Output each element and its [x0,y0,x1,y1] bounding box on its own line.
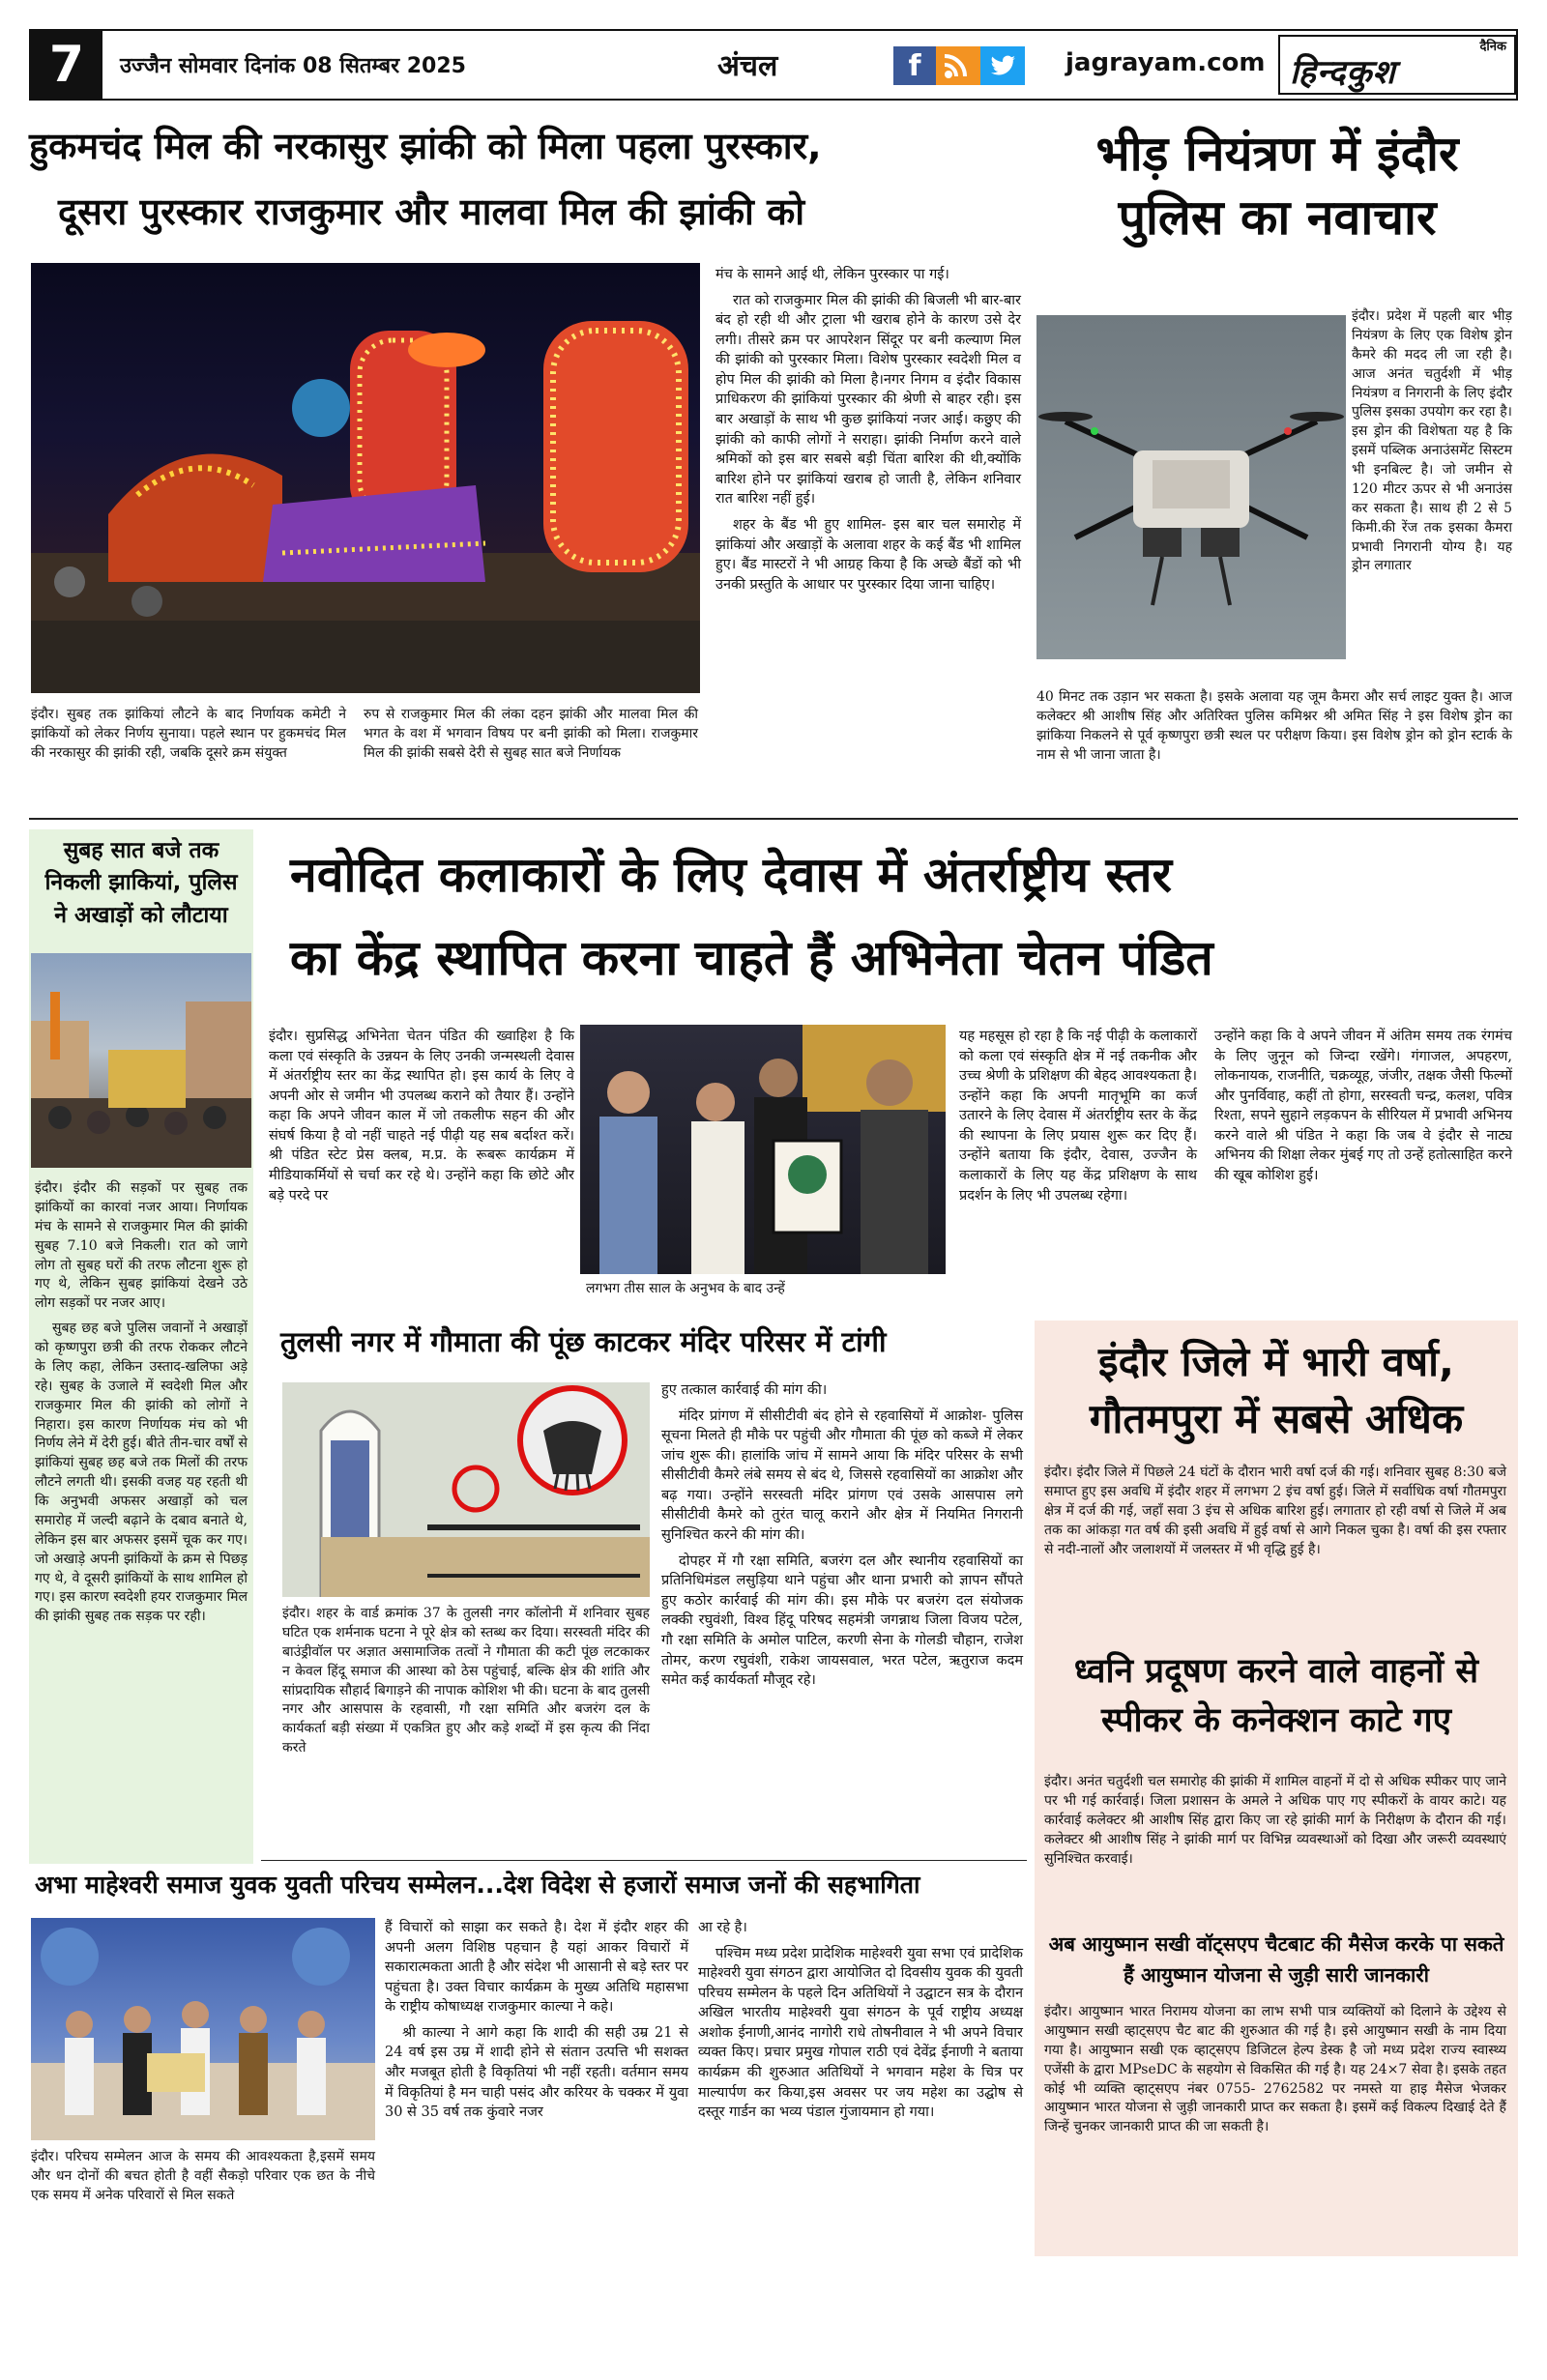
jhanki-headline-line1: हुकमचंद मिल की नरकासुर झांकी को मिला पहला पुरस्कार, [29,125,822,167]
tulsi-headline: तुलसी नगर में गौमाता की पूंछ काटकर मंदिर परिसर में टांगी [280,1325,887,1358]
maheshwari-col2-p2: श्री काल्या ने आगे कहा कि शादी की सही उम्र 21 से 24 वर्ष इस उम्र में शादी होने से संतान उत्पत्ति भी सशक्त और मजबूत होती है विकृतियां भी नहीं रहती। वर्तमान समय में विकृतियां है मन चाही पसंद और करियर के चक्कर में युवा 30 से 35 वर्ष तक कुंवारे नजर [385,2024,688,2121]
police-box [29,829,253,1864]
jhanki-photo [31,263,700,693]
ayushman-text: इंदौर। आयुष्मान भारत निरामय योजना का लाभ सभी पात्र व्यक्तियों को दिलाने के उद्देश्य से आयुष्मान सखी व्हाट्सएप चैट बाट की शुरुआत की गई है। इसे आयुष्मान सखी के नाम दिया गया है। आयुष्मान सखी एक व्हाट्सएप डिजिटल हेल्प डेस्क है जो मध्य प्रदेश राज्य स्वास्थ्य एजेंसी के द्वारा MPseDC के सहयोग से विकसित की गई है। यह 24×7 सेवा है। इसके तहत कोई भी व्यक्ति व्हाट्सएप नंबर 0755- 2762582 पर नमस्ते या हाइ मैसेज भेजकर आयुष्मान भारत योजना से जुड़ी जानकारी प्राप्त कर सकता है। इसमें कई विकल्प दिखाई देते हैं जिन्हें चुनकर जानकारी प्राप्त की जा सकती है। [1044,2004,1506,2135]
social-icons [893,46,1033,85]
facebook-icon[interactable]: f [893,46,936,85]
website[interactable]: jagrayam.com [1065,48,1266,77]
rss-icon[interactable] [936,46,980,85]
tulsi-col1: इंदौर। शहर के वार्ड क्रमांक 37 के तुलसी नगर कॉलोनी में शनिवार सुबह घटित एक शर्मनाक घटना ने पूरे क्षेत्र को स्तब्ध कर दिया। सरस्वती मंदिर की बाउंड्रीवॉल पर अज्ञात असामाजिक तत्वों ने गौमाता की कटी पूंछ लटकाकर न केवल हिंदू समाज की आस्था को ठेस पहुंचाई, बल्कि क्षेत्र की शांति और सांप्रदायिक सौहार्द बिगाड़ने की नापाक कोशिश भी की। घटना के बाद तुलसी नगर और आसपास के रहवासी, गौ रक्षा समिति और बजरंग दल के कार्यकर्ता बड़ी संख्या में एकत्रित हुए और कड़े शब्दों में इस कृत्य की निंदा करते [282,1606,650,1756]
actor-headline-line2: का केंद्र स्थापित करना चाहते हैं अभिनेता चेतन पंडित [290,930,1213,986]
maheshwari-col2 [385,1918,688,2129]
maheshwari-col3 [698,1918,1023,2129]
maheshwari-col3-p1: आ रहे है। [698,1920,747,1935]
maheshwari-photo [31,1918,375,2140]
actor-col1: इंदौर। सुप्रसिद्ध अभिनेता चेतन पंडित की ख्वाहिश है कि कला एवं संस्कृति के उन्नयन के लिए उनकी जन्मस्थली देवास में अंतर्राष्ट्रीय स्तर का केंद्र स्थापित हो। इस कार्य के लिए वे अपनी ओर से जमीन भी उपलब्ध कराने को तैयार हैं। उन्होंने कहा कि अपने जीवन काल में जो तकलीफ सहन की और संघर्ष किया है वो नहीं चाहते नई पीढ़ी यह सब बर्दाश्त करें। श्री पंडित स्टेट प्रेस क्लब, म.प्र. के रूबरू कार्यक्रम में मीडियाकर्मियों से चर्चा कर रहे थे। उन्होंने कहा कि छोटे और बड़े परदे पर [269,1029,574,1204]
actor-photo [580,1025,946,1274]
maheshwari-col3-p2: पश्चिम मध्य प्रदेश प्रादेशिक माहेश्वरी युवा सभा एवं प्रादेशिक माहेश्वरी युवा संगठन द्वारा आयोजित दो दिवसीय युवक की युवती परिचय सम्मेलन के पहले दिन अतिथियों ने उद्घाटन सत्र के दौरान अखिल भारतीय माहेश्वरी युवा संगठन के पूर्व राष्ट्रीय अध्यक्ष अशोक ईनाणी,आनंद नागोरी राधे तोषनीवाल ने भी अपने विचार व्यक्त किए। प्रचार प्रमुख गोपाल राठी एवं देवेंद्र ईनाणी ने बताया कार्यक्रम की शुरुआत अतिथियों ने भगवान महेश के चित्र पर माल्यार्पण कर किया,इस अवसर पर जय महेश का उद्घोष से दस्तूर गार्डन का भव्य पंडाल गुंजायमान हो गया। [698,1945,1024,2121]
tulsi-col2-p1: हुए तत्काल कार्रवाई की मांग की। [661,1382,828,1398]
paper-logo [1278,35,1516,95]
actor-headline-line1: नवोदित कलाकारों के लिए देवास में अंतर्राष्ट्रीय स्तर [290,847,1172,903]
jhanki-col1: इंदौर। सुबह तक झांकियां लौटने के बाद निर्णायक कमेटी ने झांकियों को लेकर निर्णय सुनाया। पहले स्थान पर हुकमचंद मिल की नरकासुर की झांकी रही, जबकि दूसरे क्रम संयुक्त [31,707,346,761]
divider-top [29,818,1518,820]
actor-photo-caption: लगभग तीस साल के अनुभव के बाद उन्हें [586,1281,785,1296]
jhanki-col3-p1: मंच के सामने आई थी, लेकिन पुरस्कार पा गई। [715,267,949,282]
tulsi-photo [282,1382,650,1597]
drone-photo [1036,315,1346,659]
noise-text: इंदौर। अनंत चतुर्दशी चल समारोह की झांकी में शामिल वाहनों में दो से अधिक स्पीकर पाए जाने पर भी गई कार्रवाई। जिला प्रशासन के अमले ने अधिक पाए गए स्पीकरों के वायर काटे। यह कार्रवाई कलेक्टर श्री आशीष सिंह द्वारा किए जा रहे झांकी मार्ग के निरीक्षण के दौरान की गई। कलेक्टर श्री आशीष सिंह ने झांकी मार्ग पर विभिन्न व्यवस्थाओं को दिखा और जरूरी व्यवस्थाएं सुनिश्चित करवाई। [1044,1774,1506,1867]
masthead [29,29,1518,101]
tulsi-col2-p3: दोपहर में गौ रक्षा समिति, बजरंग दल और स्थानीय रहवासियों का प्रतिनिधिमंडल लसुड़िया थाने पहुंचा और थाना प्रभारी को ज्ञापन सौंपते हुए कठोर कार्रवाई की मांग की। इस मौके पर बजरंग दल संयोजक लक्की रघुवंशी, विश्व हिंदू परिषद सहमंत्री जगन्नाथ जिला विजय पटेल, गौ रक्षा समिति के अमोल पाटिल, करणी सेना के गोलडी चौहान, राजेश तोमर, करण रघुवंशी, राकेश जायसवाल, भरत पटेल, ऋतुराज कदम समेत कई कार्यकर्ता मौजूद रहे। [661,1553,1023,1689]
jhanki-headline-line2: दूसरा पुरस्कार राजकुमार और मालवा मिल की झांकी को [58,190,805,233]
police-headline: सुबह सात बजे तक निकली झाकियां, पुलिस ने अखाड़ों को लौटाया [44,838,238,928]
twitter-icon[interactable] [980,46,1025,85]
police-p1: इंदौर। इंदौर की सड़कों पर सुबह तक झांकियों का कारवां नजर आया। निर्णायक मंच के सामने से राजकुमार मिल की झांकी सुबह 7.10 बजे निकली। रात को जागे लोग तो सुबह घरों की तरफ लौटना शुरू हो गए थे, लेकिन सुबह झांकियां देखने उठे लोग सड़कों पर नजर आए। [35,1180,248,1312]
police-photo [31,953,251,1168]
paper-name-small: दैनिक [1479,40,1506,54]
dateline: उज्जैन सोमवार दिनांक 08 सितम्बर 2025 [120,54,466,78]
rain-text: इंदौर। इंदौर जिले में पिछले 24 घंटों के दौरान भारी वर्षा दर्ज की गई। शनिवार सुबह 8:30 बजे समाप्त हुए इस अवधि में इंदौर शहर में लगभग 2 इंच वर्षा हुई। जिले में सर्वाधिक वर्षा गौतमपुरा क्षेत्र में दर्ज की गई, जहाँ सवा 3 इंच से अधिक बारिश हुई। लगातार हो रही वर्षा से जिले में अब तक का आंकड़ा गत वर्ष की इसी अवधि में हुई वर्षा से आगे निकल चुका है। वर्षा की इस रफ्तार से नदी-नालों और जलाशयों में जलस्तर में भी वृद्धि हुई है। [1044,1465,1506,1557]
drone-headline: भीड़ नियंत्रण में इंदौर पुलिस का नवाचार [1095,126,1459,246]
paper-name: हिन्दकुश [1290,53,1396,92]
jhanki-col3-p2: रात को राजकुमार मिल की झांकी की बिजली भी बार-बार बंद हो रही थी और ट्राला भी खराब होने के कारण उसे देर लगी। तीसरे क्रम पर आपरेशन सिंदूर पर बनी कल्याण मिल की झांकी को पुरस्कार मिला। विशेष पुरस्कार स्वदेशी मिल व होप मिल की झांकी को मिला है।नगर निगम व इंदौर विकास प्राधिकरण की झांकियां पुरस्कार की श्रेणी से बाहर रही। इस बार अखाड़ों के साथ भी कुछ झांकियां नजर आई। कछुए की झांकी को काफी लोगों ने सराहा। झांकी निर्माण करने वाले श्रमिकों को इस बार सबसे बड़ी चिंता बारिश की थी,क्योंकि बारिश होने पर झांकियां खराब हो जाती है, लेकिन शनिवार रात बारिश नहीं हुई। [715,292,1021,508]
jhanki-col2: रुप से राजकुमार मिल की लंका दहन झांकी और मालवा मिल की भगत के वश में भगवान विषय पर बनी झांकी को मिला। राजकुमार मिल की झांकी सबसे देरी से सुबह सात बजे निर्णायक [364,707,698,761]
police-p2: सुबह छह बजे पुलिस जवानों ने अखाड़ों को कृष्णपुरा छत्री की तरफ रोककर लौटने के लिए कहा, लेकिन उस्ताद-खलिफा अड़े रहे। सुबह के उजाले में स्वदेशी मिल और राजकुमार मिल की झांकी को लोगों ने निहारा। इस कारण निर्णायक मंच को भी निर्णय लेने में देरी हुई। बीते तीन-चार वर्षों से झांकियां सुबह छह बजे तक मिलों की तरफ लौटने लगती थी। इसकी वजह यह रहती थी कि अनुभवी अफसर अखाड़ों को चल समारोह में जल्दी बढ़ाने के दबाव बनाते थे, लेकिन इस बार अफसर इसमें चूक कर गए। जो अखाड़े अपनी झांकियों के क्रम से पिछड़ गए थे, वे दूसरी झांकियों के साथ शामिल हो गए। इस कारण स्वदेशी हयर राजकुमार मिल की झांकी सुबह तक सड़क पर रही। [35,1321,248,1625]
noise-headline: ध्वनि प्रदूषण करने वाले वाहनों से स्पीकर के कनेक्शन काटे गए [1073,1652,1479,1740]
actor-col2: यह महसूस हो रहा है कि नई पीढ़ी के कलाकारों को कला एवं संस्कृति क्षेत्र में नई तकनीक और उच्च श्रेणी के प्रशिक्षण की बेहद आवश्यकता है। उन्होंने कहा कि अपनी मातृभूमि का कर्ज उतारने के लिए देवास में अंतर्राष्ट्रीय स्तर के केंद्र की स्थापना के लिए प्रयास शुरू कर दिए हैं। उन्होंने बताया कि इंदौर, देवास, उज्जैन के कलाकारों के लिए यह केंद्र प्रशिक्षण के साथ प्रदर्शन के लिए भी उपलब्ध रहेगा। [959,1029,1197,1204]
drone-bottom-text: 40 मिनट तक उड़ान भर सकता है। इसके अलावा यह जूम कैमरा और सर्च लाइट युक्त है। आज कलेक्टर श्री आशीष सिंह और अतिरिक्त पुलिस कमिश्नर श्री अमित सिंह ने इस विशेष ड्रोन का झांकिया निकलने से पूर्व कृष्णपुरा छत्री स्थल पर परीक्षण किया। इस विशेष ड्रोन को ड्रोन स्टार्क के नाम से भी जाना जाता है। [1036,689,1512,763]
police-text [35,1179,248,1633]
tulsi-col2 [661,1380,1023,1697]
maheshwari-col1: इंदौर। परिचय सम्मेलन आज के समय की आवश्यकता है,इसमें समय और धन दोनों की बचत होती है वहीं सैकड़ो परिवार एक छत के नीचे एक समय में अनेक परिवारों से मिल सकते [31,2149,375,2203]
jhanki-col3-p3: शहर के बैंड भी हुए शामिल- इस बार चल समारोह में झांकियां और अखाड़ों के अलावा शहर के कई बैंड भी शामिल हुए। बैंड मास्टरों ने भी आग्रह किया है कि अच्छे बैंडों को भी उनकी प्रस्तुति के आधार पर पुरस्कार दिया जाना चाहिए। [715,516,1021,593]
jhanki-col3 [715,265,1021,600]
ayushman-headline: अब आयुष्मान सखी वॉट्सएप चैटबाट की मैसेज करके पा सकते हैं आयुष्मान योजना से जुड़ी सारी जानकारी [1048,1932,1504,1987]
tulsi-col2-p2: मंदिर प्रांगण में सीसीटीवी बंद होने से रहवासियों में आक्रोश- पुलिस सूचना मिलते ही मौके पर पहुंची और गौमाता की पूंछ को कब्जे में लेकर जांच शुरू की। हालांकि जांच में सामने आया कि मंदिर परिसर के सभी सीसीटीवी कैमरे लंबे समय से बंद थे, जिससे रहवासियों का आक्रोश और बढ़ गया। उन्होंने सरस्वती मंदिर प्रांगण एवं उसके आसपास लगे सीसीटीवी कैमरे को तुरंत चालू कराने और क्षेत्र में नियमित निगरानी सुनिश्चित करने की मांग की। [661,1408,1023,1544]
drone-side-text: इंदौर। प्रदेश में पहली बार भीड़ नियंत्रण के लिए एक विशेष ड्रोन कैमरे की मदद ली जा रही है। आज अनंत चतुर्दशी में भीड़ नियंत्रण व निगरानी के लिए इंदौर पुलिस इसका उपयोग कर रहा है। इस ड्रोन की विशेषता यह है कि इसमें पब्लिक अनाउंसमेंट सिस्टम भी इनबिल्ट है। जो जमीन से 120 मीटर ऊपर से भी अनाउंस कर सकता है। साथ ही 2 से 5 किमी.की रेंज तक इसका कैमरा प्रभावी निगरानी योग्य है। यह ड्रोन लगातार [1352,308,1512,574]
maheshwari-col2-p1: हैं विचारों को साझा कर सकते है। देश में इंदौर शहर की अपनी अलग विशिष्ठ पहचान है यहां आकर विचारों में सकारात्मकता आती है और संदेश भी आसानी से बड़े स्तर पर पहुंचता है। उक्त विचार कार्यक्रम के मुख्य अतिथि महासभा के राष्ट्रीय कोषाध्यक्ष राजकुमार काल्या ने कहे। [385,1920,688,2016]
rain-headline: इंदौर जिले में भारी वर्षा, गौतमपुरा में सबसे अधिक [1089,1338,1464,1442]
section-name: अंचल [717,49,778,83]
rain-box [1035,1321,1518,2256]
page-number: 7 [31,31,102,99]
divider-bottom [261,1860,1027,1861]
maheshwari-headline: अभा माहेश्वरी समाज युवक युवती परिचय सम्मेलन...देश विदेश से हजारों समाज जनों की सहभागिता [35,1871,920,1899]
actor-col3: उन्होंने कहा कि वे अपने जीवन में अंतिम समय तक रंगमंच के लिए जुनून को जिन्दा रखेंगे। गंगाजल, अपहरण, लोकनायक, राजनीति, चक्रव्यूह, जंजीर, तक्षक जैसी फिल्मों और पुनर्विवाह, कहीं तो होगा, सरस्वती चन्द्र, कलश, पवित्र रिश्ता, सपने सुहाने लड़कपन के सीरियल में प्रभावी अभिनय करने वाले श्री पंडित ने कहा कि जब वे इंदौर से नाट्य अभिनय की शिक्षा लेकर मुंबई गए तो उन्हें हतोत्साहित करने की खूब कोशिश हुई। [1214,1029,1512,1184]
